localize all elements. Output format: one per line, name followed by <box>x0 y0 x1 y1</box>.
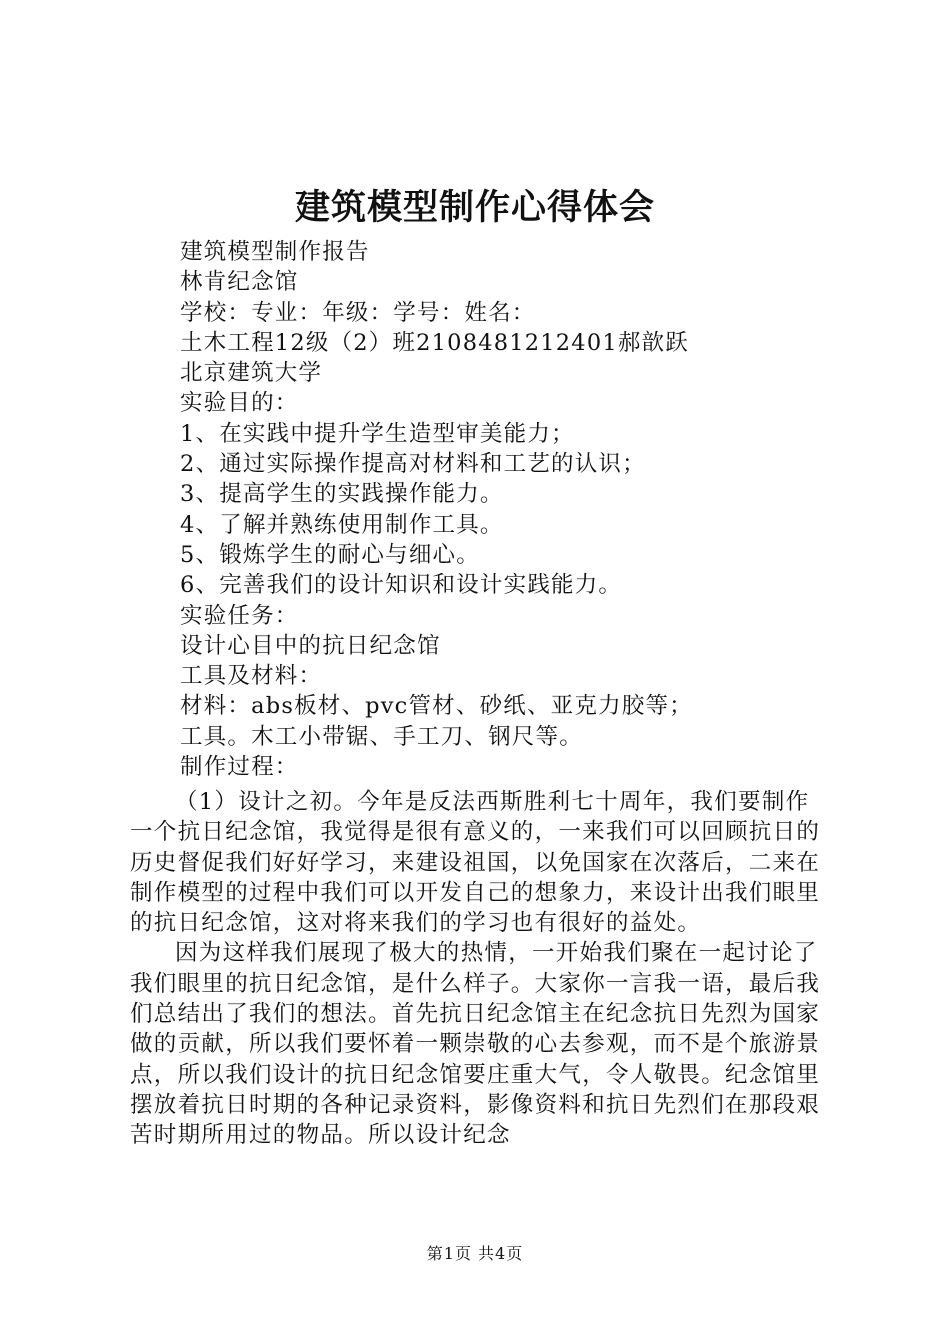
list-item: 6、完善我们的设计知识和设计实践能力。 <box>180 572 623 599</box>
section-heading: 实验任务： <box>180 602 299 629</box>
document-title: 建筑模型制作心得体会 <box>294 188 655 228</box>
body-text <box>130 787 830 1151</box>
page-footer: 第1页 共4页 <box>426 1244 524 1263</box>
header-lines <box>180 237 880 782</box>
section-heading: 工具及材料： <box>180 663 323 690</box>
paragraph: 因为这样我们展现了极大的热情，一开始我们聚在一起讨论了我们眼里的抗日纪念馆，是什么样子。大家你一言我一语，最后我们总结出了我们的想法。首先抗日纪念馆主在纪念抗日先烈为国家做的贡献，所以我们要怀着一颗崇敬的心去参观，而不是个旅游景点，所以我们设计的抗日纪念馆要庄重大气，令人敬畏。纪念馆里摆放着抗日时期的各种记录资料，影像资料和抗日先烈们在那段艰苦时期所用过的物品。所以设计纪念 <box>130 940 821 1149</box>
list-item: 1、在实践中提升学生造型审美能力； <box>180 420 575 447</box>
paragraph: （1）设计之初。今年是反法西斯胜利七十周年，我们要制作一个抗日纪念馆，我觉得是很有意义的，一来我们可以回顾抗日的历史督促我们好好学习，来建设祖国，以免国家在次落后，二来在制作模型的过程中我们可以开发自己的想象力，来设计出我们眼里的抗日纪念馆，这对将来我们的学习也有很好的益处。 <box>130 789 821 937</box>
text-line: 设计心目中的抗日纪念馆 <box>180 632 441 659</box>
text-line: 工具。木工小带锯、手工刀、钢尺等。 <box>180 723 583 750</box>
text-line: 材料：abs板材、pvc管材、砂纸、亚克力胶等； <box>180 693 693 720</box>
list-item: 5、锻炼学生的耐心与细心。 <box>180 541 480 568</box>
text-line: 林肯纪念馆 <box>180 269 299 296</box>
list-item: 3、提高学生的实践操作能力。 <box>180 481 504 508</box>
text-line: 北京建筑大学 <box>180 360 323 387</box>
list-item: 4、了解并熟练使用制作工具。 <box>180 511 504 538</box>
section-heading: 实验目的： <box>180 390 299 417</box>
section-heading: 制作过程： <box>180 754 299 781</box>
text-line: 土木工程12级（2）班2108481212401郝歆跃 <box>180 329 689 356</box>
list-item: 2、通过实际操作提高对材料和工艺的认识； <box>180 451 646 478</box>
text-line: 学校：专业：年级：学号：姓名： <box>180 299 536 326</box>
text-line: 建筑模型制作报告 <box>180 239 370 265</box>
